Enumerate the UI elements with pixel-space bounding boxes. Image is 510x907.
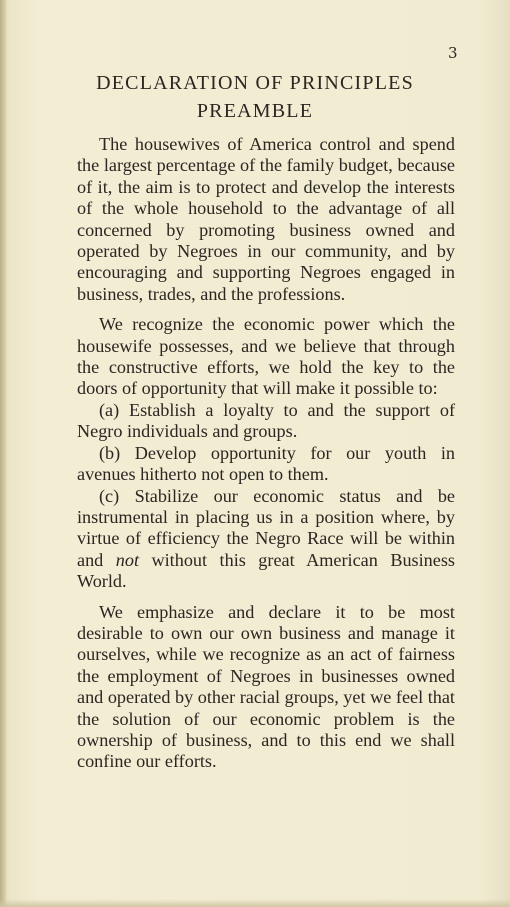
page-subtitle: PREAMBLE	[196, 100, 314, 122]
list-item-b: (b) Develop opportunity for our youth in avenues hitherto not open to them.	[77, 442, 455, 485]
list-item-c-text-after: without this great American Business World.	[77, 549, 455, 592]
page-bottom-edge	[0, 899, 510, 907]
page-number: 3	[447, 44, 458, 62]
paragraph-emphasize: We emphasize and declare it to be most desirable to own our own business and manage it ourselves, while we recognize as an act of fairness the employment of Negroes in businesses owned and operated by other racial groups, yet we feel that the solution of our economic problem is the ownership of business, and to this end we shall confine our efforts.	[77, 601, 455, 772]
page-spine-shadow	[0, 0, 6, 907]
list-item-c-text-before: (c) Stabilize our economic status and be instrumental in placing us in a position where, by virtue of efficiency the Negro Race will be within and	[77, 485, 455, 570]
list-item-c-emphasis: not	[115, 549, 139, 570]
page-title: DECLARATION OF PRINCIPLES	[96, 72, 414, 94]
body-text	[77, 134, 455, 773]
list-item-a: (a) Establish a loyalty to and the support of Negro individuals and groups.	[77, 399, 455, 442]
list-item-c	[77, 486, 455, 593]
paragraph-recognize: We recognize the economic power which the housewife possesses, and we believe that through the constructive efforts, we hold the key to the doors of opportunity that will make it possible to:	[77, 314, 455, 399]
paragraph-intro: The housewives of America control and spend the largest percentage of the family budget, because of it, the aim is to protect and develop the interests of the whole household to the advantage of all concerned by promoting business owned and operated by Negroes in our community, and by encouraging and supporting Negroes engaged in business, trades, and the professions.	[77, 134, 455, 304]
